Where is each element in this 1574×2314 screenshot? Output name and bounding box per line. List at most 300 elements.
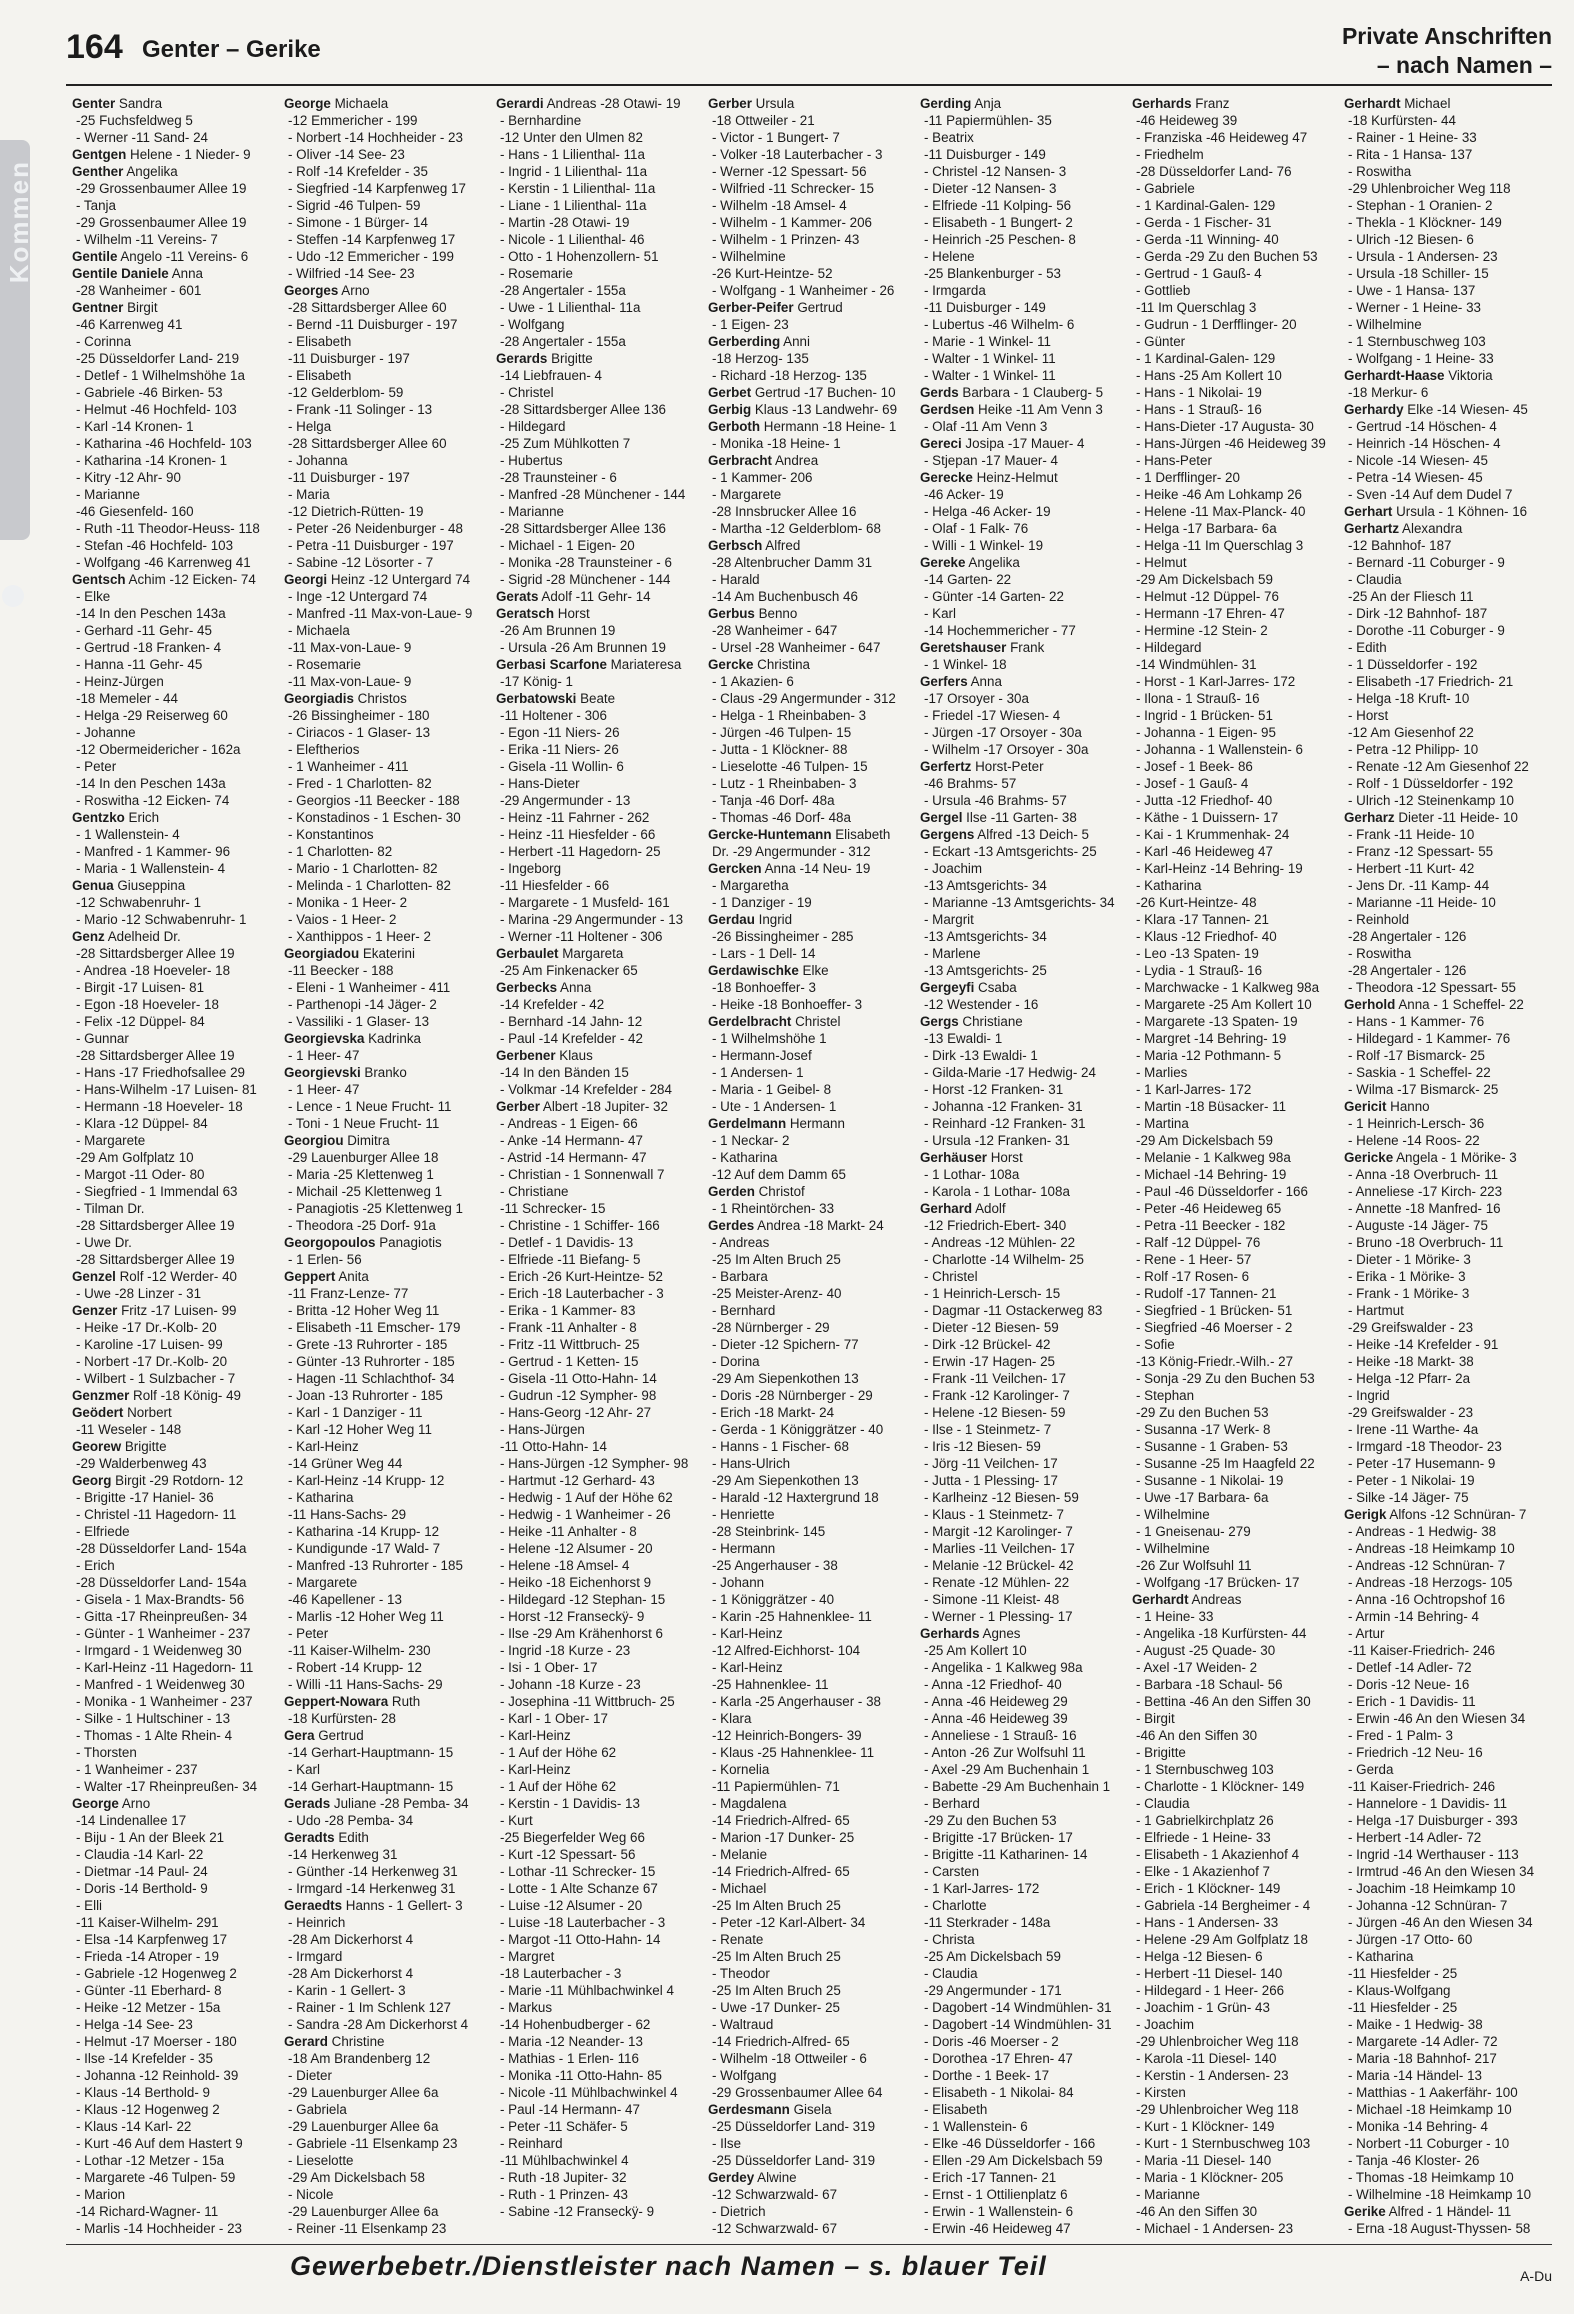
- listing-line: - Ursula -12 Franken- 31: [924, 1133, 1070, 1148]
- listing-line: - Helmut -17 Moerser - 180: [76, 2034, 237, 2049]
- listing-line: - Klara: [712, 1711, 752, 1726]
- listing-line: - 1 Sternbuschweg 103: [1136, 1762, 1274, 1777]
- listing-line: - Simone -11 Kleist- 48: [924, 1592, 1060, 1607]
- surname: Gerhards: [920, 1626, 980, 1641]
- listing-line: - Gabriele -46 Birken- 53: [76, 385, 223, 400]
- surname-entry: [284, 1897, 490, 1914]
- listing-line: - Marion: [76, 2187, 126, 2202]
- listing-line: - Dirk -12 Brückel- 42: [924, 1337, 1051, 1352]
- listing-line: - Jutta -12 Friedhof- 40: [1136, 793, 1273, 808]
- listing-line: -28 Sittardsberger Allee 60: [288, 436, 447, 451]
- listing-line: - Marlis -12 Hoher Weg 11: [288, 1609, 444, 1624]
- entry-details: Michaela: [330, 96, 389, 111]
- listing-line: - Nicole: [288, 2187, 334, 2202]
- surname-entry: [284, 95, 490, 112]
- entry-details: Elke: [798, 963, 829, 978]
- surname: Gentile Daniele: [72, 266, 169, 281]
- listing-line: - Gabriela: [288, 2102, 347, 2117]
- listing-line: - Irmgard -18 Theodor- 23: [1348, 1439, 1502, 1454]
- listing-line: - Hubertus: [500, 453, 563, 468]
- listing-line: - Mario - 1 Charlotten- 82: [288, 861, 438, 876]
- entry-details: Christine: [327, 2034, 385, 2049]
- listing-line: - Helene -12 Biesen- 59: [924, 1405, 1066, 1420]
- listing-line: - Elisabeth - 1 Bungert- 2: [924, 215, 1073, 230]
- listing-line: - Maria - 1 Wallenstein- 4: [76, 861, 226, 876]
- listing-line: - 1 Heer- 47: [288, 1082, 360, 1097]
- listing-line: - 1 Heinrich-Lersch- 36: [1348, 1116, 1485, 1131]
- surname-entry: [284, 1234, 490, 1251]
- listing-line: - Rainer - 1 Heine- 33: [1348, 130, 1477, 145]
- listing-line: - Erich -26 Kurt-Heintze- 52: [500, 1269, 663, 1284]
- listing-line: - Erich -18 Lauterbacher - 3: [500, 1286, 664, 1301]
- listing-line: - Tanja -46 Kloster- 26: [1348, 2153, 1480, 2168]
- entry-details: Achim -12 Eicken- 74: [125, 572, 256, 587]
- listing-line: - Martin -28 Otawi- 19: [500, 215, 630, 230]
- surname-entry: [496, 605, 702, 622]
- listing-line: - Roswitha -12 Eicken- 74: [76, 793, 230, 808]
- listing-line: - Eleftherios: [288, 742, 360, 757]
- listing-line: - Hagen -11 Schlachthof- 34: [288, 1371, 455, 1386]
- surname-entry: [708, 384, 914, 401]
- section-title-line2: – nach Namen –: [1376, 52, 1552, 78]
- listing-line: - Fred - 1 Palm- 3: [1348, 1728, 1453, 1743]
- listing-line: - Birgit: [1136, 1711, 1175, 1726]
- entry-details: Christina: [753, 657, 810, 672]
- listing-line: - Ilse -14 Krefelder - 35: [76, 2051, 213, 2066]
- surname-entry: [708, 1183, 914, 1200]
- listing-line: -25 Am Kollert 10: [924, 1643, 1027, 1658]
- listing-line: -46 Giesenfeld- 160: [76, 504, 194, 519]
- listing-line: - Sabine -12 Franseckÿ- 9: [500, 2204, 655, 2219]
- surname: Gerdelbracht: [708, 1014, 792, 1029]
- listing-line: -46 Acker- 19: [924, 487, 1004, 502]
- entry-details: Franz: [1191, 96, 1230, 111]
- listing-line: - Helene -14 Roos- 22: [1348, 1133, 1480, 1148]
- listing-line: - Werner - 1 Plessing- 17: [924, 1609, 1073, 1624]
- surname-entry: [920, 979, 1126, 996]
- listing-line: - Karin - 1 Gellert- 3: [288, 1983, 406, 1998]
- listing-line: - Jürgen -46 Tulpen- 15: [712, 725, 852, 740]
- listing-line: - Karl -14 Kronen- 1: [76, 419, 194, 434]
- listing-line: - 1 Kardinal-Galen- 129: [1136, 198, 1276, 213]
- listing-line: - Ilse - 1 Steinmetz- 7: [924, 1422, 1052, 1437]
- entry-details: Adolf: [972, 1201, 1006, 1216]
- listing-line: - 1 Charlotten- 82: [288, 844, 393, 859]
- entry-details: Andreas: [1188, 1592, 1242, 1607]
- listing-line: - Siegfried -46 Moerser - 2: [1136, 1320, 1293, 1335]
- listing-line: - Werner -11 Holtener - 306: [500, 929, 663, 944]
- surname: Georgiou: [284, 1133, 344, 1148]
- surname-entry: [284, 1727, 490, 1744]
- listing-line: - Claudia -14 Karl- 22: [76, 1847, 204, 1862]
- surname: Georges: [284, 283, 339, 298]
- listing-line: - Stephan - 1 Oranien- 2: [1348, 198, 1493, 213]
- surname-entry: [708, 656, 914, 673]
- footer-rule: [66, 2244, 1552, 2245]
- surname-entry: [708, 2169, 914, 2186]
- listing-line: - Helga -12 Pfarr- 2a: [1348, 1371, 1471, 1386]
- listing-line: - Marchwacke - 1 Kalkweg 98a: [1136, 980, 1320, 995]
- entry-details: Anna -14 Neu- 19: [761, 861, 871, 876]
- surname-entry: [1344, 401, 1550, 418]
- entry-details: Angela - 1 Mörike- 3: [1393, 1150, 1517, 1165]
- listing-line: - 1 Gneisenau- 279: [1136, 1524, 1251, 1539]
- entry-details: Michael: [1400, 96, 1451, 111]
- listing-line: - Hanns - 1 Fischer- 68: [712, 1439, 849, 1454]
- listing-line: - Karin -25 Hahnenklee- 11: [712, 1609, 872, 1624]
- listing-line: - Egon -18 Hoeveler- 18: [76, 997, 219, 1012]
- listing-line: - Manfred -11 Max-von-Laue- 9: [288, 606, 473, 621]
- surname: Gerbecks: [496, 980, 558, 995]
- listing-line: - Karl-Heinz: [288, 1439, 359, 1454]
- listing-line: - Helmut: [1136, 555, 1187, 570]
- listing-line: -11 Kaiser-Friedrich- 246: [1348, 1643, 1496, 1658]
- listing-line: - Herbert -11 Kurt- 42: [1348, 861, 1475, 876]
- listing-line: -25 An der Fliesch 11: [1348, 589, 1474, 604]
- surname: Gerbracht: [708, 453, 772, 468]
- listing-line: - Michail -25 Klettenweg 1: [288, 1184, 443, 1199]
- listing-line: - Anna -12 Friedhof- 40: [924, 1677, 1062, 1692]
- listing-line: - Charlotte - 1 Klöckner- 149: [1136, 1779, 1305, 1794]
- surname-entry: [284, 1268, 490, 1285]
- listing-line: - Steffen -14 Karpfenweg 17: [288, 232, 456, 247]
- listing-line: - Wilhelmine: [712, 249, 786, 264]
- listing-line: -28 Sittardsberger Allee 19: [76, 946, 235, 961]
- listing-line: - Andreas -12 Mühlen- 22: [924, 1235, 1076, 1250]
- listing-line: - Wolfgang: [500, 317, 565, 332]
- entry-details: Klaus -13 Landwehr- 69: [751, 402, 898, 417]
- listing-line: - Petra -11 Beecker - 182: [1136, 1218, 1286, 1233]
- surname: Gerhards: [1132, 96, 1192, 111]
- listing-line: - Bernhard: [712, 1303, 776, 1318]
- listing-line: - Renate: [712, 1932, 764, 1947]
- listing-line: - Margarete: [288, 1575, 358, 1590]
- entry-details: Anna: [557, 980, 592, 995]
- listing-line: - Udo -28 Pemba- 34: [288, 1813, 414, 1828]
- listing-line: -25 Düsseldorfer Land- 319: [712, 2153, 876, 2168]
- listing-line: - Kirsten: [1136, 2085, 1186, 2100]
- listing-line: - Josef - 1 Beek- 86: [1136, 759, 1253, 774]
- surname: Genz: [72, 929, 105, 944]
- listing-line: - Victor - 1 Bungert- 7: [712, 130, 840, 145]
- listing-line: - Walter - 1 Winkel- 11: [924, 368, 1056, 383]
- surname: Gerdau: [708, 912, 755, 927]
- listing-line: - Joachim: [924, 861, 983, 876]
- listing-line: - Katharina: [712, 1150, 778, 1165]
- listing-line: -11 Im Querschlag 3: [1136, 300, 1257, 315]
- surname-entry: [284, 1064, 490, 1081]
- listing-line: - Ursula -26 Am Brunnen 19: [500, 640, 666, 655]
- listing-line: - Simone - 1 Bürger- 14: [288, 215, 428, 230]
- listing-line: - Rosemarie: [500, 266, 573, 281]
- listing-line: - Frank -11 Anhalter - 8: [500, 1320, 637, 1335]
- listing-column: [708, 95, 914, 2235]
- listing-line: - Hans-Ulrich: [712, 1456, 791, 1471]
- listing-line: - Sofie: [1136, 1337, 1175, 1352]
- listing-line: - Matthias - 1 Aakerfähr- 100: [1348, 2085, 1518, 2100]
- listing-line: - Klara -12 Düppel- 84: [76, 1116, 208, 1131]
- listing-line: - Kurt -12 Spessart- 56: [500, 1847, 636, 1862]
- listing-line: -14 Hochemmericher - 77: [924, 623, 1076, 638]
- listing-line: - Marina -29 Angermunder - 13: [500, 912, 684, 927]
- surname-entry: [708, 299, 914, 316]
- surname: Gericke: [1344, 1150, 1394, 1165]
- listing-line: - 1 Lothar- 108a: [924, 1167, 1020, 1182]
- entry-details: Angelika: [965, 555, 1020, 570]
- listing-line: -13 König-Friedr.-Wilh.- 27: [1136, 1354, 1294, 1369]
- listing-line: - Lars - 1 Dell- 14: [712, 946, 816, 961]
- listing-line: -14 In den Bänden 15: [500, 1065, 629, 1080]
- listing-line: - Martin -18 Büsacker- 11: [1136, 1099, 1287, 1114]
- listing-line: - Lutz - 1 Rheinbaben- 3: [712, 776, 857, 791]
- entry-details: Kadrinka: [364, 1031, 421, 1046]
- surname-entry: [708, 452, 914, 469]
- listing-line: -25 Im Alten Bruch 25: [712, 1983, 841, 1998]
- surname-entry: [708, 826, 914, 843]
- listing-line: - Ciriacos - 1 Glaser- 13: [288, 725, 431, 740]
- listing-line: - Vaios - 1 Heer- 2: [288, 912, 397, 927]
- listing-line: - Rita - 1 Hansa- 137: [1348, 147, 1473, 162]
- listing-line: - Frank - 1 Mörike- 3: [1348, 1286, 1470, 1301]
- listing-line: -14 Friedrich-Alfred- 65: [712, 1813, 850, 1828]
- listing-line: - Bernhard -14 Jahn- 12: [500, 1014, 643, 1029]
- listing-line: - Melanie -12 Brückel- 42: [924, 1558, 1074, 1573]
- listing-line: - Luise -12 Alsumer - 20: [500, 1898, 643, 1913]
- listing-line: -13 Ewaldi- 1: [924, 1031, 1003, 1046]
- entry-details: Anni: [780, 334, 810, 349]
- listing-line: - Erika - 1 Kammer- 83: [500, 1303, 636, 1318]
- listing-line: -26 Kurt-Heintze- 48: [1136, 895, 1257, 910]
- listing-line: - Jörg -11 Veilchen- 17: [924, 1456, 1058, 1471]
- listing-line: - Margrit: [924, 912, 974, 927]
- listing-line: - Gertrud - 1 Gauß- 4: [1136, 266, 1262, 281]
- listing-line: - Anton -26 Zur Wolfsuhl 11: [924, 1745, 1086, 1760]
- entry-details: Alfred - 1 Händel- 11: [1385, 2204, 1512, 2219]
- listing-line: - Wilhelmine: [1136, 1541, 1210, 1556]
- listing-line: - Günter: [1136, 334, 1186, 349]
- side-tab-label: Kommen: [4, 160, 34, 284]
- listing-line: - Gisela -11 Wollin- 6: [500, 759, 624, 774]
- surname-entry: [708, 1013, 914, 1030]
- listing-line: - Carsten: [924, 1864, 980, 1879]
- listing-line: - Paul -14 Krefelder - 42: [500, 1031, 643, 1046]
- listing-line: - Paul -46 Düsseldorfer - 166: [1136, 1184, 1308, 1199]
- listing-line: -28 Traunsteiner - 6: [500, 470, 617, 485]
- entry-details: Anna: [168, 266, 204, 281]
- listing-line: - Beatrix: [924, 130, 974, 145]
- surname-entry: [1344, 1098, 1550, 1115]
- page-number: 164: [66, 28, 123, 66]
- listing-line: - Dagobert -14 Windmühlen- 31: [924, 2017, 1112, 2032]
- listing-line: - 1 Wanheimer - 237: [76, 1762, 198, 1777]
- listing-line: Dr. -29 Angermunder - 312: [712, 844, 871, 859]
- listing-line: - 1 Königgrätzer - 40: [712, 1592, 835, 1607]
- surname: Gerbus: [708, 606, 755, 621]
- surname: Gerhartz: [1344, 521, 1400, 536]
- listing-line: - Christel -11 Hagedorn- 11: [76, 1507, 237, 1522]
- listing-line: -46 Kapellener - 13: [288, 1592, 402, 1607]
- listing-line: -25 Biegerfelder Weg 66: [500, 1830, 645, 1845]
- listing-line: -14 Windmühlen- 31: [1136, 657, 1257, 672]
- listing-line: - Roswitha: [1348, 946, 1412, 961]
- surname: Genua: [72, 878, 114, 893]
- listing-line: - Bernd -11 Duisburger - 197: [288, 317, 458, 332]
- surname: Geraedts: [284, 1898, 343, 1913]
- entry-details: Horst: [554, 606, 590, 621]
- listing-line: - Renate -12 Am Giesenhof 22: [1348, 759, 1529, 774]
- listing-line: -29 Angermunder - 13: [500, 793, 631, 808]
- listing-line: - Marie - 1 Winkel- 11: [924, 334, 1051, 349]
- listing-line: - Dorothe -11 Coburger - 9: [1348, 623, 1505, 638]
- listing-line: - Peter - 1 Nikolai- 19: [1348, 1473, 1475, 1488]
- surname: Gerbaulet: [496, 946, 559, 961]
- listing-line: - Horst: [1348, 708, 1389, 723]
- listing-line: -29 Am Dickelsbach 59: [1136, 572, 1273, 587]
- listing-line: - Dieter -12 Spichern- 77: [712, 1337, 859, 1352]
- listing-line: - Anke -14 Hermann- 47: [500, 1133, 643, 1148]
- listing-line: -12 Bahnhof- 187: [1348, 538, 1452, 553]
- listing-line: - Britta -12 Hoher Weg 11: [288, 1303, 440, 1318]
- listing-line: - Sabine -12 Lösorter - 7: [288, 555, 434, 570]
- surname-entry: [496, 1098, 702, 1115]
- surname: Gerber-Peifer: [708, 300, 794, 315]
- listing-line: - Lydia - 1 Strauß- 16: [1136, 963, 1263, 978]
- listing-line: - Erwin -17 Hagen- 25: [924, 1354, 1055, 1369]
- surname: Gerberding: [708, 334, 781, 349]
- listing-line: -25 Hahnenklee- 11: [712, 1677, 829, 1692]
- listing-line: -29 Lauenburger Allee 6a: [288, 2119, 439, 2134]
- surname-entry: [1344, 996, 1550, 1013]
- surname: Gerding: [920, 96, 972, 111]
- listing-line: - Gabriela -14 Bergheimer - 4: [1136, 1898, 1311, 1913]
- listing-line: - Friedhelm: [1136, 147, 1204, 162]
- listing-line: - Monika -28 Traunsteiner - 6: [500, 555, 672, 570]
- listing-line: - Johann: [712, 1575, 765, 1590]
- listing-line: - Klaus-Wolfgang: [1348, 1983, 1451, 1998]
- listing-line: - Hedwig - 1 Wanheimer - 26: [500, 1507, 671, 1522]
- listing-line: - Silke -14 Jäger- 75: [1348, 1490, 1469, 1505]
- listing-line: - Manfred -28 Münchener - 144: [500, 487, 686, 502]
- listing-line: - Nicole -14 Wiesen- 45: [1348, 453, 1488, 468]
- surname: Gerfertz: [920, 759, 972, 774]
- surname: Gercken: [708, 861, 762, 876]
- listing-line: - Charlotte: [924, 1898, 987, 1913]
- listing-line: - Eleni - 1 Wanheimer - 411: [288, 980, 451, 995]
- listing-line: - Ingrid - 1 Brücken- 51: [1136, 708, 1273, 723]
- listing-line: - Lothar -11 Schrecker- 15: [500, 1864, 656, 1879]
- surname-entry: [72, 809, 278, 826]
- listing-line: -18 Kurfürsten- 28: [288, 1711, 396, 1726]
- surname-entry: [708, 2101, 914, 2118]
- side-register-tab: [0, 140, 34, 540]
- listing-line: - Brigitte: [1136, 1745, 1186, 1760]
- listing-line: -29 Lauenburger Allee 6a: [288, 2204, 439, 2219]
- listing-line: - Wilbert - 1 Sulzbacher - 7: [76, 1371, 236, 1386]
- listing-line: - Rolf - 1 Düsseldorfer - 192: [1348, 776, 1514, 791]
- listing-line: -11 Papiermühlen- 71: [712, 1779, 840, 1794]
- surname: Gera: [284, 1728, 315, 1743]
- listing-line: - Dieter: [288, 2068, 332, 2083]
- listing-line: - 1 Heine- 33: [1136, 1609, 1214, 1624]
- entry-details: Ursula: [751, 96, 795, 111]
- listing-line: - Helene -18 Amsel- 4: [500, 1558, 630, 1573]
- listing-line: - Brigitte -17 Brücken- 17: [924, 1830, 1073, 1845]
- listing-line: - Ursula - 1 Andersen- 23: [1348, 249, 1498, 264]
- surname: Georgievski: [284, 1065, 361, 1080]
- listing-line: - 1 Rheintörchen- 33: [712, 1201, 835, 1216]
- listing-line: - Ellen -29 Am Dickelsbach 59: [924, 2153, 1103, 2168]
- surname-entry: [72, 571, 278, 588]
- listing-line: - Marianne: [500, 504, 565, 519]
- listing-line: -25 Im Alten Bruch 25: [712, 1252, 841, 1267]
- surname-entry: [284, 1132, 490, 1149]
- surname-entry: [72, 1472, 278, 1489]
- listing-line: - Karl-Heinz -14 Behring- 19: [1136, 861, 1303, 876]
- listing-line: - Helga -18 Kruft- 10: [1348, 691, 1470, 706]
- surname-entry: [284, 282, 490, 299]
- listing-line: - August -25 Quade- 30: [1136, 1643, 1276, 1658]
- listing-line: -17 Orsoyer - 30a: [924, 691, 1029, 706]
- listing-line: -29 Am Siepenkothen 13: [712, 1473, 859, 1488]
- listing-line: - Theodora -25 Dorf- 91a: [288, 1218, 436, 1233]
- listing-line: - Marion -17 Dunker- 25: [712, 1830, 855, 1845]
- entry-details: Erich: [124, 810, 160, 825]
- listing-line: -29 Greifswalder - 23: [1348, 1405, 1474, 1420]
- listing-line: - Bernhardine: [500, 113, 582, 128]
- listing-line: - Jens Dr. -11 Kamp- 44: [1348, 878, 1490, 893]
- listing-line: - Katharina -14 Krupp- 12: [288, 1524, 440, 1539]
- surname-entry: [1132, 95, 1338, 112]
- listing-line: - Kurt - 1 Sternbuschweg 103: [1136, 2136, 1311, 2151]
- listing-line: - Joachim -18 Heimkamp 10: [1348, 1881, 1516, 1896]
- listing-line: - Gudrun - 1 Derfflinger- 20: [1136, 317, 1297, 332]
- listing-line: - Melanie: [712, 1847, 768, 1862]
- listing-line: - 1 Auf der Höhe 62: [500, 1779, 617, 1794]
- listing-line: - Kitry -12 Ahr- 90: [76, 470, 181, 485]
- listing-line: - Hans-Wilhelm -17 Luisen- 81: [76, 1082, 257, 1097]
- listing-line: - Liane - 1 Lilienthal- 11a: [500, 198, 647, 213]
- listing-line: - Günter -14 Garten- 22: [924, 589, 1064, 604]
- listing-line: - 1 Kardinal-Galen- 129: [1136, 351, 1276, 366]
- listing-line: - Kurt -46 Auf dem Hastert 9: [76, 2136, 243, 2151]
- listing-line: - Andreas - 1 Eigen- 66: [500, 1116, 638, 1131]
- surname: Gerhäuser: [920, 1150, 987, 1165]
- surname: Gerhardt: [1132, 1592, 1189, 1607]
- listing-line: - Elfriede: [76, 1524, 130, 1539]
- listing-line: - Josef - 1 Gauß- 4: [1136, 776, 1249, 791]
- listing-line: - Anna -46 Heideweg 29: [924, 1694, 1068, 1709]
- listing-line: - Horst -12 Franseckÿ- 9: [500, 1609, 645, 1624]
- entry-details: Christos: [353, 691, 407, 706]
- listing-line: - Marlis -14 Hochheider - 23: [76, 2221, 242, 2236]
- surname-entry: [72, 146, 278, 163]
- listing-line: - 1 Gabrielkirchplatz 26: [1136, 1813, 1274, 1828]
- entry-details: Gisela: [789, 2102, 832, 2117]
- surname: Geretshauser: [920, 640, 1007, 655]
- listing-line: -25 Blankenburger - 53: [924, 266, 1061, 281]
- listing-line: - Norbert -11 Coburger - 10: [1348, 2136, 1510, 2151]
- listing-line: - Ilse: [712, 2136, 742, 2151]
- surname: Gericit: [1344, 1099, 1387, 1114]
- listing-line: -12 Westender - 16: [924, 997, 1039, 1012]
- listing-line: - Michael - 1 Andersen- 23: [1136, 2221, 1294, 2236]
- listing-line: - Erna -18 August-Thyssen- 58: [1348, 2221, 1531, 2236]
- surname: Gereci: [920, 436, 962, 451]
- listing-line: - Joan -13 Ruhrorter - 185: [288, 1388, 443, 1403]
- listing-line: -28 Sittardsberger Allee 136: [500, 402, 666, 417]
- listing-line: - Paul -14 Hermann- 47: [500, 2102, 640, 2117]
- listing-line: - Anna -46 Heideweg 39: [924, 1711, 1068, 1726]
